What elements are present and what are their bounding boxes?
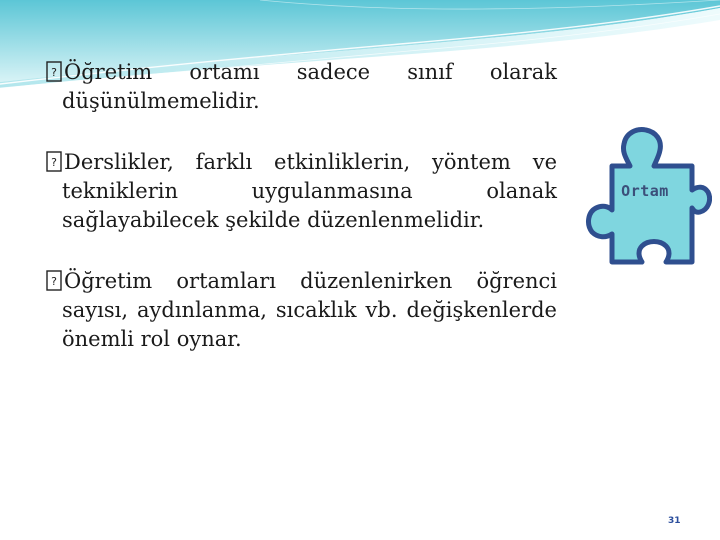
bullet-icon <box>46 151 62 172</box>
bullet-text: Derslikler, farklı etkinliklerin, yöntem ve tekniklerin uygulanmasına olanak sağlayabilecek şekilde düzenlenmelidir. <box>62 150 557 232</box>
bullet-list <box>51 58 557 386</box>
bullet-text: Öğretim ortamları düzenlenirken öğrenci sayısı, aydınlanma, sıcaklık vb. değişkenlerde önemli rol oynar. <box>62 269 557 351</box>
puzzle-label: Ortam <box>621 182 669 200</box>
bullet-item <box>51 148 557 235</box>
bullet-item <box>51 267 557 354</box>
svg-text:?: ? <box>51 275 57 288</box>
puzzle-piece-icon <box>582 126 712 276</box>
bullet-text: Öğretim ortamı sadece sınıf olarak düşünülmemelidir. <box>62 60 557 113</box>
bullet-icon <box>46 61 62 82</box>
page-number: 31 <box>668 516 681 526</box>
bullet-icon <box>46 270 62 291</box>
svg-text:?: ? <box>51 156 57 169</box>
svg-text:?: ? <box>51 66 57 79</box>
puzzle-piece <box>582 126 712 276</box>
bullet-item <box>51 58 557 116</box>
